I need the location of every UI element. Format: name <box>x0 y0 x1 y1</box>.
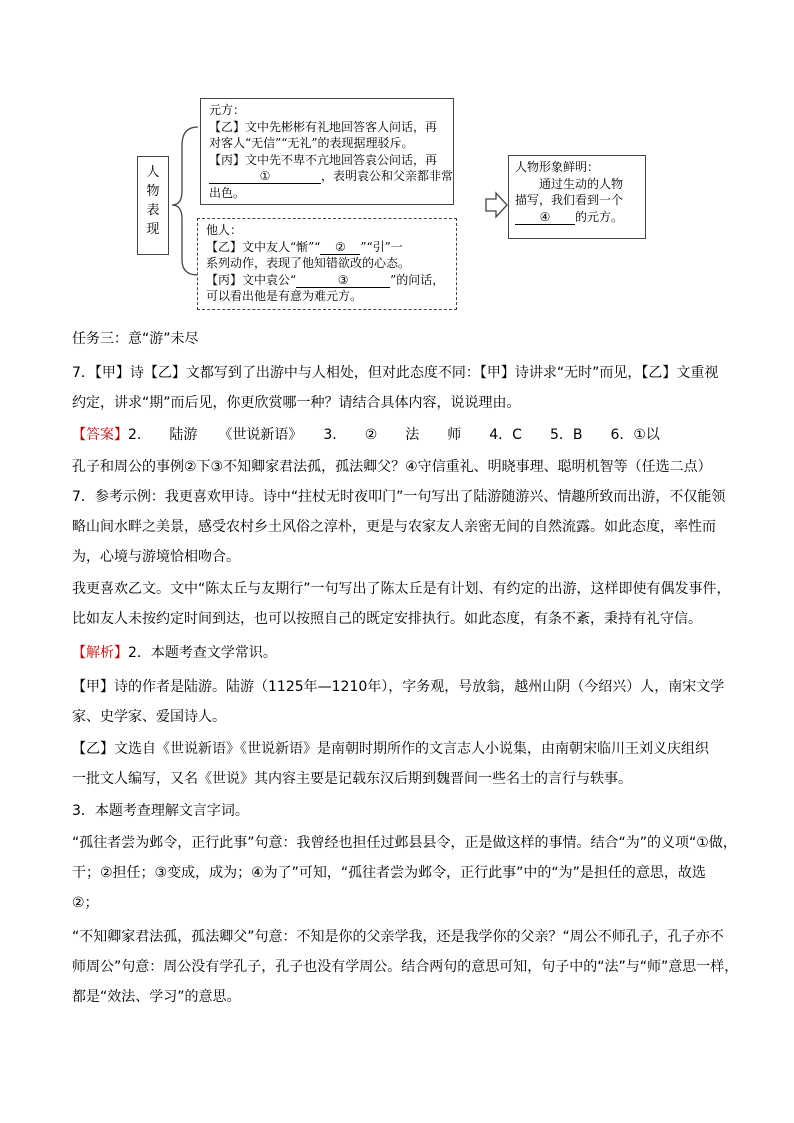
top-box-line <box>209 168 454 185</box>
bottom-line1-suffix: ”“引”一 <box>360 239 403 254</box>
answer-line: 7．参考示例：我更喜欢甲诗。诗中“拄杖无时夜叩门”一句写出了陆游随游兴、情趣所致而出游，不仅能领 <box>72 489 726 505</box>
blank-1: ① <box>209 170 321 184</box>
analysis-line: 都是“效法、学习”的意思。 <box>72 989 241 1005</box>
bottom-box-line <box>206 239 448 256</box>
right-box-line: 通过生动的人物 <box>539 176 624 191</box>
bottom-line1-prefix: 【乙】文中友人“惭”“ <box>206 239 321 254</box>
answer-line1: 2. 陆游 《世说新语》 3. ② 法 师 4．C 5．B 6．①以 <box>128 427 660 443</box>
analysis-line <box>72 642 277 664</box>
character-analysis-diagram <box>130 95 660 320</box>
right-box-line <box>515 209 639 226</box>
analysis-line: 【乙】文选自《世说新语》《世说新语》是南朝时期所作的文言志人小说集，由南朝宋临川王刘义庆组织 <box>72 741 709 757</box>
top-box-last-line: 出色。 <box>209 185 246 200</box>
analysis-line: “不知卿家君法孤，孤法卿父”句意：不知是你的父亲学我，还是我学你的父亲？“周公不师孔子，孔子亦不 <box>72 929 724 945</box>
answer-line: 为，心境与游境恰相吻合。 <box>72 549 240 565</box>
analysis-line: 一批文人编写，又名《世说》其内容主要是记载东汉后期到魏晋间一些名士的言行与轶事。 <box>72 771 632 787</box>
top-box-line: 对客人“无信”“无礼”的表现据理驳斥。 <box>209 136 414 150</box>
blank-2: ② <box>320 241 360 255</box>
analysis-line: 【甲】诗的作者是陆游。陆游（1125年—1210年），字务观，号放翁，越州山阴（今绍兴）人，南宋文学 <box>72 679 725 695</box>
bottom-box-others <box>197 218 457 310</box>
blank-3: ③ <box>296 274 390 288</box>
analysis-line1: 2．本题考查文学常识。 <box>128 645 277 661</box>
analysis-label: 【解析】 <box>72 645 128 661</box>
vlabel-char: 现 <box>146 222 160 237</box>
blank-1-suffix: ，表明袁公和父亲都非常 <box>321 169 454 183</box>
analysis-line: 干；②担任；③变成，成为；④为了”可知，“孤往者尝为邺令，正行此事”中的“为”是担任的意思，故选 <box>72 865 706 881</box>
bottom-line3-suffix: ”的问话， <box>390 272 445 287</box>
answer-line <box>72 424 660 446</box>
task-title: 任务三：意“游”未尽 <box>72 331 199 347</box>
bottom-box-line <box>206 272 448 289</box>
top-box-heading: 元方： <box>209 103 246 117</box>
bottom-line3-prefix: 【丙】文中袁公“ <box>206 272 297 287</box>
analysis-line: “孤往者尝为邺令，正行此事”句意：我曾经也担任过邺县县令，正是做这样的事情。结合“为”的义项“①做， <box>72 835 737 851</box>
vlabel-char: 物 <box>146 184 160 199</box>
top-box-line: 【乙】文中先彬彬有礼地回答客人问话，再 <box>209 119 438 134</box>
answer-line: 略山间水畔之美景，感受农村乡土风俗之淳朴，更是与农家友人亲密无间的自然流露。如此态度，率性而 <box>72 519 716 535</box>
analysis-line: 3．本题考查理解文言字词。 <box>72 803 249 819</box>
question7-line: 7．【甲】诗【乙】文都写到了出游中与人相处，但对此态度不同：【甲】诗讲求“无时”而见，【乙】文重视 <box>72 365 719 381</box>
question7-line: 约定，讲求“期”而后见，你更欣赏哪一种？请结合具体内容，说说理由。 <box>72 395 521 411</box>
bottom-box-heading: 他人： <box>206 223 243 237</box>
right-box-line: 人物形象鲜明： <box>515 160 600 174</box>
right-box-line: 描写，我们看到一个 <box>515 193 624 207</box>
blank-4-suffix: 的元方。 <box>575 209 624 224</box>
answer-label: 【答案】 <box>72 427 128 443</box>
bottom-box-line: 可以看出他是有意为难元方。 <box>206 289 363 303</box>
analysis-line: ②； <box>72 895 99 911</box>
answer-line: 比如友人未按约定时间到达，也可以按照自己的既定安排执行。如此态度，有条不紊，秉持有礼守信。 <box>72 611 702 627</box>
analysis-line: 家、史学家、爱国诗人。 <box>72 709 226 725</box>
top-box-yuanfang <box>200 98 454 205</box>
right-box-image <box>508 155 646 239</box>
analysis-line: 师周公”句意：周公没有学孔子，孔子也没有学周公。结合两句的意思可知，句子中的“法”与“师”意思一样， <box>72 959 739 975</box>
bottom-box-line: 系列动作，表现了他知错欲改的心态。 <box>206 256 411 270</box>
blank-4: ④ <box>515 211 575 225</box>
top-box-line: 【丙】文中先不卑不亢地回答袁公问话，再 <box>209 152 438 167</box>
vlabel-char: 人 <box>146 165 160 180</box>
answer-line: 我更喜欢乙文。文中“陈太丘与友期行”一句写出了陈太丘是有计划、有约定的出游，这样即使有偶发事件， <box>72 581 731 597</box>
vlabel-char: 表 <box>146 203 160 218</box>
answer-line: 孔子和周公的事例②下③不知卿家君法孤，孤法卿父？④守信重礼、明晓事理、聪明机智等（任选二点） <box>72 459 712 475</box>
